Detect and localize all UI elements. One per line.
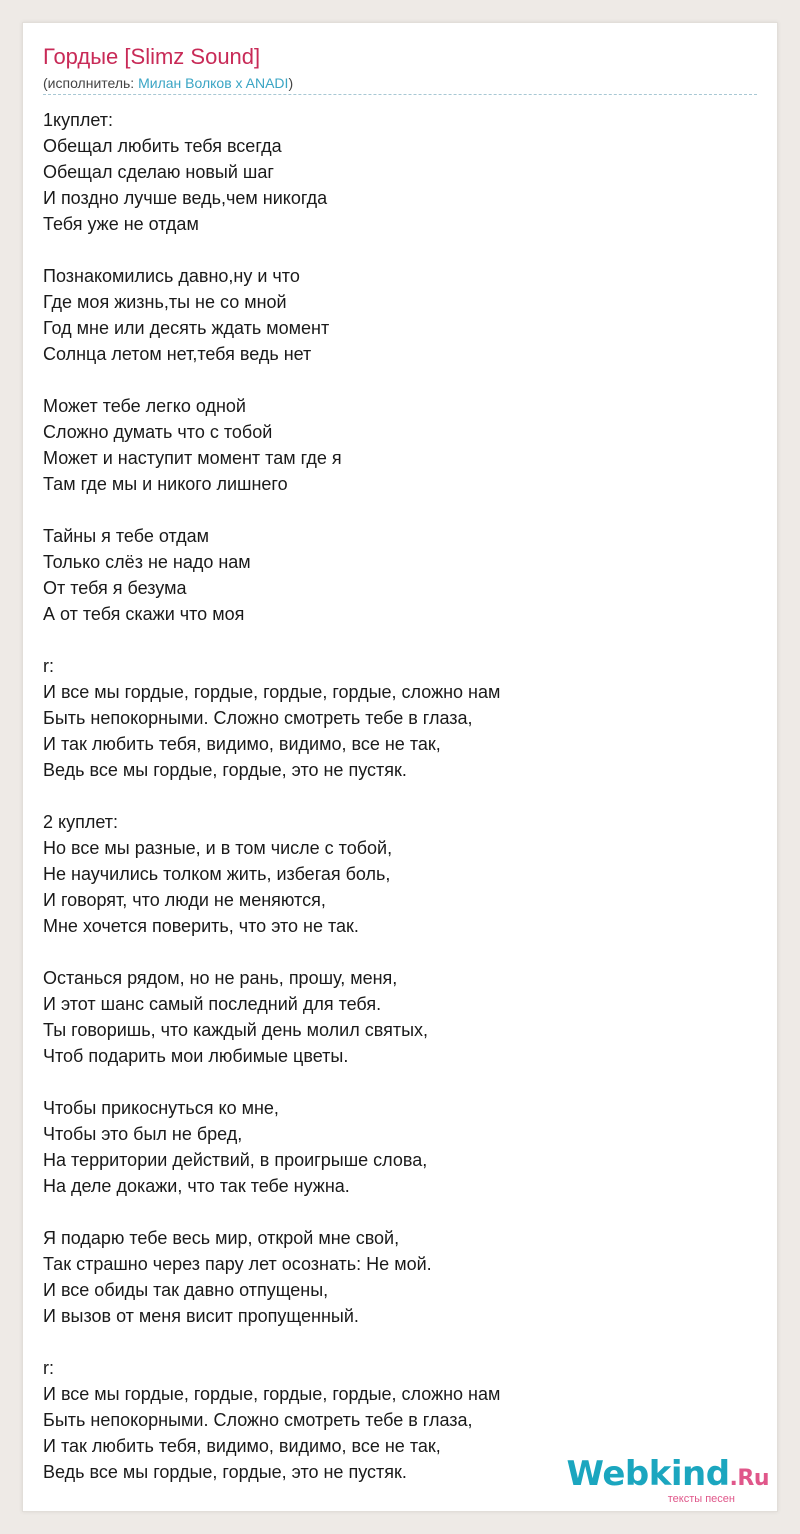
artist-suffix: ) bbox=[288, 75, 294, 91]
logo-tagline: тексты песен bbox=[667, 1493, 735, 1505]
lyrics-text bbox=[43, 107, 500, 1485]
lyric-line: Не научились толком жить, избегая боль, bbox=[43, 864, 391, 884]
lyric-line: Но все мы разные, и в том числе с тобой, bbox=[43, 838, 393, 858]
lyric-line: Останься рядом, но не рань, прошу, меня, bbox=[43, 968, 398, 988]
lyric-line: Так страшно через пару лет осознать: Не мой. bbox=[43, 1254, 432, 1274]
lyric-line: Быть непокорными. Сложно смотреть тебе в глаза, bbox=[43, 708, 473, 728]
lyric-line: Ты говоришь, что каждый день молил святых, bbox=[43, 1020, 429, 1040]
stanza-break bbox=[43, 1199, 500, 1225]
lyric-line: Сложно думать что с тобой bbox=[43, 422, 273, 442]
lyric-line: И этот шанс самый последний для тебя. bbox=[43, 994, 382, 1014]
lyric-line: На территории действий, в проигрыше слова, bbox=[43, 1150, 428, 1170]
lyric-line: Чтоб подарить мои любимые цветы. bbox=[43, 1046, 349, 1066]
lyric-line: Солнца летом нет,тебя ведь нет bbox=[43, 344, 312, 364]
lyric-line: Тебя уже не отдам bbox=[43, 214, 199, 234]
lyric-line: Тайны я тебе отдам bbox=[43, 526, 209, 546]
lyric-line: И вызов от меня висит пропущенный. bbox=[43, 1306, 359, 1326]
lyric-line: Я подарю тебе весь мир, открой мне свой, bbox=[43, 1228, 400, 1248]
logo-wordmark bbox=[567, 1456, 769, 1497]
lyric-line: Там где мы и никого лишнего bbox=[43, 474, 288, 494]
lyric-line: r: bbox=[43, 1358, 54, 1378]
lyric-line: Ведь все мы гордые, гордые, это не пустяк. bbox=[43, 760, 407, 780]
lyric-line: Где моя жизнь,ты не со мной bbox=[43, 292, 287, 312]
artist-line bbox=[43, 73, 293, 93]
lyric-line: На деле докажи, что так тебе нужна. bbox=[43, 1176, 350, 1196]
lyric-line: И так любить тебя, видимо, видимо, все не так, bbox=[43, 734, 441, 754]
lyric-line: И говорят, что люди не меняются, bbox=[43, 890, 326, 910]
lyric-line: Мне хочется поверить, что это не так. bbox=[43, 916, 359, 936]
lyric-line: 2 куплет: bbox=[43, 812, 118, 832]
artist-link[interactable]: Милан Волков x ANADI bbox=[138, 75, 289, 91]
stanza-break bbox=[43, 939, 500, 965]
stanza-break bbox=[43, 627, 500, 653]
lyric-line: Только слёз не надо нам bbox=[43, 552, 251, 572]
lyric-line: И так любить тебя, видимо, видимо, все не так, bbox=[43, 1436, 441, 1456]
lyric-line: Может тебе легко одной bbox=[43, 396, 246, 416]
lyric-line: r: bbox=[43, 656, 54, 676]
lyric-line: Обещал любить тебя всегда bbox=[43, 136, 282, 156]
lyric-line: И поздно лучше ведь,чем никогда bbox=[43, 188, 328, 208]
lyric-line: Чтобы прикоснуться ко мне, bbox=[43, 1098, 279, 1118]
lyric-line: От тебя я безума bbox=[43, 578, 187, 598]
logo-domain: .Ru bbox=[729, 1466, 769, 1491]
lyric-line: Обещал сделаю новый шаг bbox=[43, 162, 274, 182]
lyric-line: И все мы гордые, гордые, гордые, гордые, сложно нам bbox=[43, 682, 501, 702]
stanza-break bbox=[43, 1329, 500, 1355]
stanza-break bbox=[43, 367, 500, 393]
stanza-break bbox=[43, 237, 500, 263]
lyric-line: 1куплет: bbox=[43, 110, 113, 130]
lyric-line: Быть непокорными. Сложно смотреть тебе в глаза, bbox=[43, 1410, 473, 1430]
song-title: Гордые [Slimz Sound] bbox=[43, 44, 261, 69]
lyrics-card bbox=[22, 22, 778, 1512]
lyric-line: Может и наступит момент там где я bbox=[43, 448, 342, 468]
lyric-line: Ведь все мы гордые, гордые, это не пустяк. bbox=[43, 1462, 407, 1482]
lyric-line: А от тебя скажи что моя bbox=[43, 604, 245, 624]
stanza-break bbox=[43, 1069, 500, 1095]
stanza-break bbox=[43, 497, 500, 523]
stanza-break bbox=[43, 783, 500, 809]
lyric-line: И все мы гордые, гордые, гордые, гордые, сложно нам bbox=[43, 1384, 501, 1404]
lyric-line: Познакомились давно,ну и что bbox=[43, 266, 300, 286]
logo-brand: Webkind bbox=[566, 1454, 730, 1494]
title-divider bbox=[43, 94, 757, 95]
lyric-line: Чтобы это был не бред, bbox=[43, 1124, 243, 1144]
webkind-logo bbox=[567, 1456, 769, 1505]
lyric-line: И все обиды так давно отпущены, bbox=[43, 1280, 329, 1300]
lyric-line: Год мне или десять ждать момент bbox=[43, 318, 330, 338]
artist-prefix: (исполнитель: bbox=[43, 75, 139, 91]
